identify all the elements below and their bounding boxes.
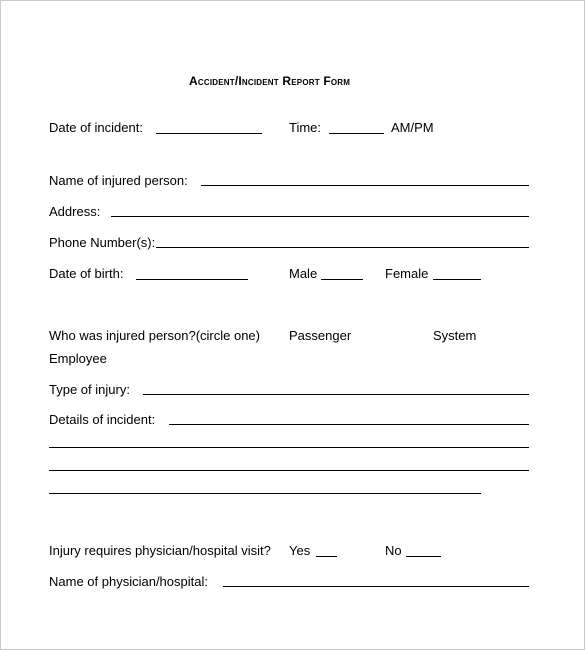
details-field-line-4[interactable]: [49, 493, 481, 494]
name-injured-field[interactable]: [201, 185, 529, 186]
who-injured-label: Who was injured person?(circle one): [49, 328, 260, 343]
date-of-incident-field[interactable]: [156, 133, 262, 134]
form-title: Accident/Incident Report Form: [189, 74, 351, 88]
type-injury-label: Type of injury:: [49, 382, 130, 397]
no-label: No: [385, 543, 402, 558]
address-label: Address:: [49, 204, 101, 219]
name-injured-label: Name of injured person:: [49, 173, 188, 188]
physician-name-label: Name of physician/hospital:: [49, 574, 208, 589]
option-system[interactable]: System: [433, 328, 477, 343]
time-label: Time:: [289, 120, 322, 135]
male-label: Male: [289, 266, 318, 281]
time-field[interactable]: [329, 133, 384, 134]
physician-visit-label: Injury requires physician/hospital visit?: [49, 543, 271, 558]
type-injury-field[interactable]: [143, 394, 529, 395]
female-field[interactable]: [433, 279, 481, 280]
details-field-line-2[interactable]: [49, 447, 529, 448]
yes-field[interactable]: [316, 556, 337, 557]
yes-label: Yes: [289, 543, 311, 558]
option-employee[interactable]: Employee: [49, 351, 107, 366]
ampm-label: AM/PM: [391, 120, 434, 135]
address-field[interactable]: [111, 216, 529, 217]
date-of-incident-label: Date of incident:: [49, 120, 143, 135]
dob-field[interactable]: [136, 279, 248, 280]
male-field[interactable]: [321, 279, 363, 280]
option-passenger[interactable]: Passenger: [289, 328, 352, 343]
phone-field[interactable]: [156, 247, 529, 248]
dob-label: Date of birth:: [49, 266, 124, 281]
details-field-line-1[interactable]: [169, 424, 529, 425]
details-field-line-3[interactable]: [49, 470, 529, 471]
phone-label: Phone Number(s):: [49, 235, 156, 250]
details-label: Details of incident:: [49, 412, 156, 427]
physician-name-field[interactable]: [223, 586, 529, 587]
no-field[interactable]: [406, 556, 441, 557]
female-label: Female: [385, 266, 429, 281]
